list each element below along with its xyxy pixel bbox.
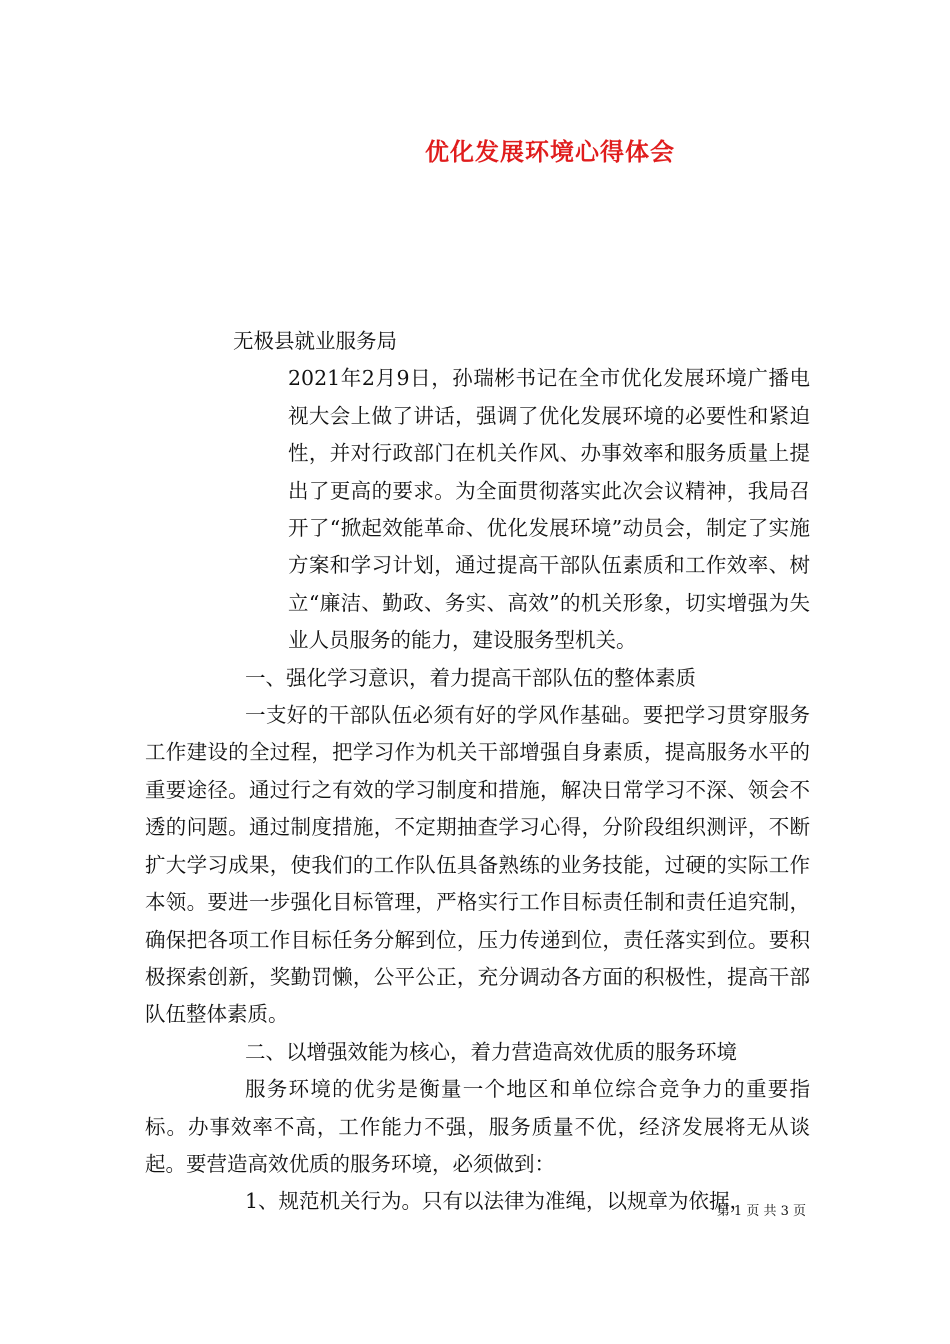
intro-paragraph: 2021年2月9日，孙瑞彬书记在全市优化发展环境广播电视大会上做了讲话，强调了优化发展环境的必要性和紧迫性，并对行政部门在机关作风、办事效率和服务质量上提出了更高的要求。为全面贯彻落实此次会议精神，我局召开了“掀起效能革命、优化发展环境”动员会，制定了实施方案和学习计划，通过提高干部队伍素质和工作效率、树立“廉洁、勤政、务实、高效”的机关形象，切实增强为失业人员服务的能力，建设服务型机关。 (288, 366, 810, 653)
document-body (145, 323, 810, 1221)
section-heading-2: 二、以增强效能为核心，着力营造高效优质的服务环境 (245, 1039, 737, 1064)
page-number-footer: 第 1 页 共 3 页 (716, 1204, 806, 1219)
section-2-paragraph: 服务环境的优劣是衡量一个地区和单位综合竞争力的重要指标。办事效率不高，工作能力不强，服务质量不优，经济发展将无从谈起。要营造高效优质的服务环境，必须做到： (145, 1077, 810, 1176)
document-title: 优化发展环境心得体会 (425, 137, 675, 166)
section-heading-1: 一、强化学习意识，着力提高干部队伍的整体素质 (245, 665, 696, 690)
organization-name: 无极县就业服务局 (233, 329, 397, 353)
list-item-1: 1、规范机关行为。只有以法律为准绳，以规章为依据， (245, 1189, 751, 1214)
section-1-paragraph: 一支好的干部队伍必须有好的学风作基础。要把学习贯穿服务工作建设的全过程，把学习作为机关干部增强自身素质，提高服务水平的重要途径。通过行之有效的学习制度和措施，解决日常学习不深、领会不透的问题。通过制度措施，不定期抽查学习心得，分阶段组织测评，不断扩大学习成果，使我们的工作队伍具备熟练的业务技能，过硬的实际工作本领。要进一步强化目标管理，严格实行工作目标责任制和责任追究制，确保把各项工作目标任务分解到位，压力传递到位，责任落实到位。要积极探索创新，奖勤罚懒，公平公正，充分调动各方面的积极性，提高干部队伍整体素质。 (145, 703, 810, 1027)
